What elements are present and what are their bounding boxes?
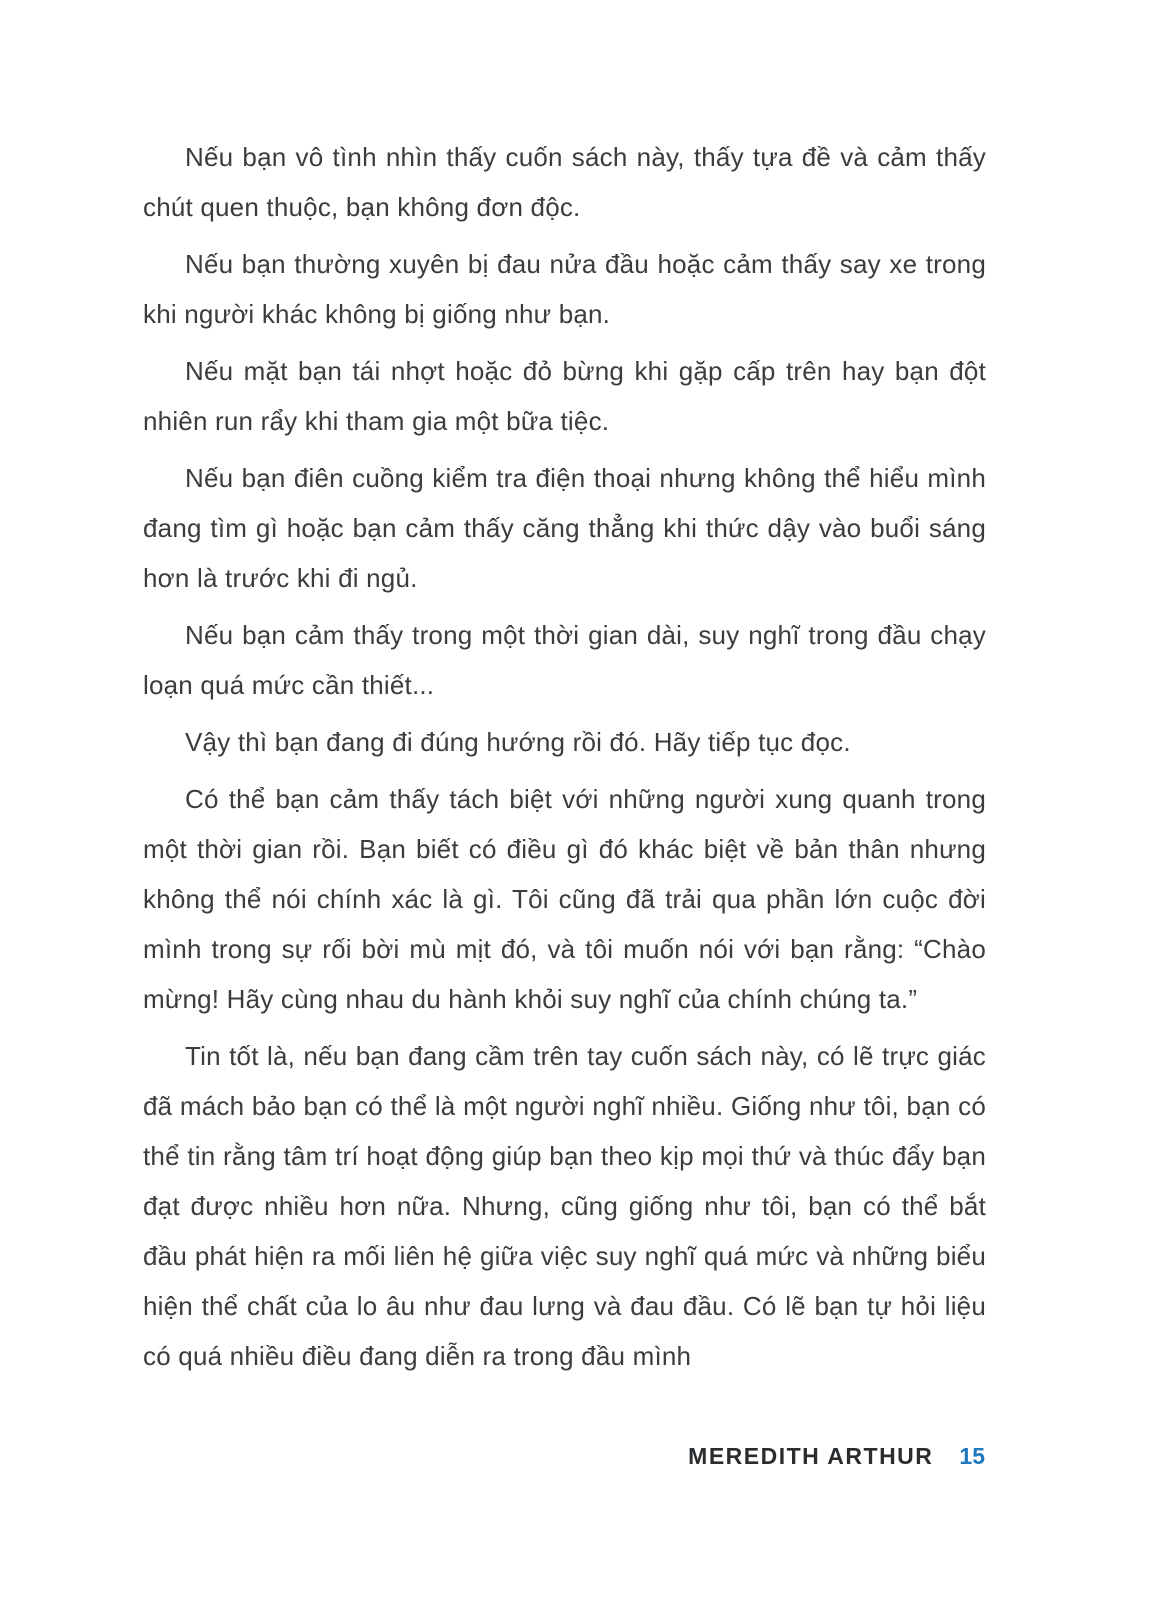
page-body-text	[143, 132, 986, 1388]
paragraph: Nếu bạn cảm thấy trong một thời gian dài, suy nghĩ trong đầu chạy loạn quá mức cần thiết...	[143, 620, 986, 700]
paragraph: Có thể bạn cảm thấy tách biệt với những người xung quanh trong một thời gian rồi. Bạn biết có điều gì đó khác biệt về bản thân nhưng không thể nói chính xác là gì. Tôi cũng đã trải qua phần lớn cuộc đời mình trong sự rối bời mù mịt đó, và tôi muốn nói với bạn rằng: “Chào mừng! Hãy cùng nhau du hành khỏi suy nghĩ của chính chúng ta.”	[143, 784, 986, 1014]
paragraph: Nếu mặt bạn tái nhợt hoặc đỏ bừng khi gặp cấp trên hay bạn đột nhiên run rẩy khi tham gia một bữa tiệc.	[143, 356, 986, 436]
footer-author-name: MEREDITH ARTHUR	[688, 1443, 934, 1469]
paragraph: Nếu bạn điên cuồng kiểm tra điện thoại nhưng không thể hiểu mình đang tìm gì hoặc bạn cảm thấy căng thẳng khi thức dậy vào buổi sáng hơn là trước khi đi ngủ.	[143, 463, 986, 593]
paragraph: Vậy thì bạn đang đi đúng hướng rồi đó. Hãy tiếp tục đọc.	[185, 727, 851, 757]
paragraph: Nếu bạn vô tình nhìn thấy cuốn sách này, thấy tựa đề và cảm thấy chút quen thuộc, bạn không đơn độc.	[143, 142, 986, 222]
page-number: 15	[959, 1443, 985, 1469]
running-footer	[688, 1443, 985, 1470]
paragraph: Tin tốt là, nếu bạn đang cầm trên tay cuốn sách này, có lẽ trực giác đã mách bảo bạn có thể là một người nghĩ nhiều. Giống như tôi, bạn có thể tin rằng tâm trí hoạt động giúp bạn theo kịp mọi thứ và thúc đẩy bạn đạt được nhiều hơn nữa. Nhưng, cũng giống như tôi, bạn có thể bắt đầu phát hiện ra mối liên hệ giữa việc suy nghĩ quá mức và những biểu hiện thể chất của lo âu như đau lưng và đau đầu. Có lẽ bạn tự hỏi liệu có quá nhiều điều đang diễn ra trong đầu mình	[143, 1041, 986, 1371]
paragraph: Nếu bạn thường xuyên bị đau nửa đầu hoặc cảm thấy say xe trong khi người khác không bị giống như bạn.	[143, 249, 986, 329]
